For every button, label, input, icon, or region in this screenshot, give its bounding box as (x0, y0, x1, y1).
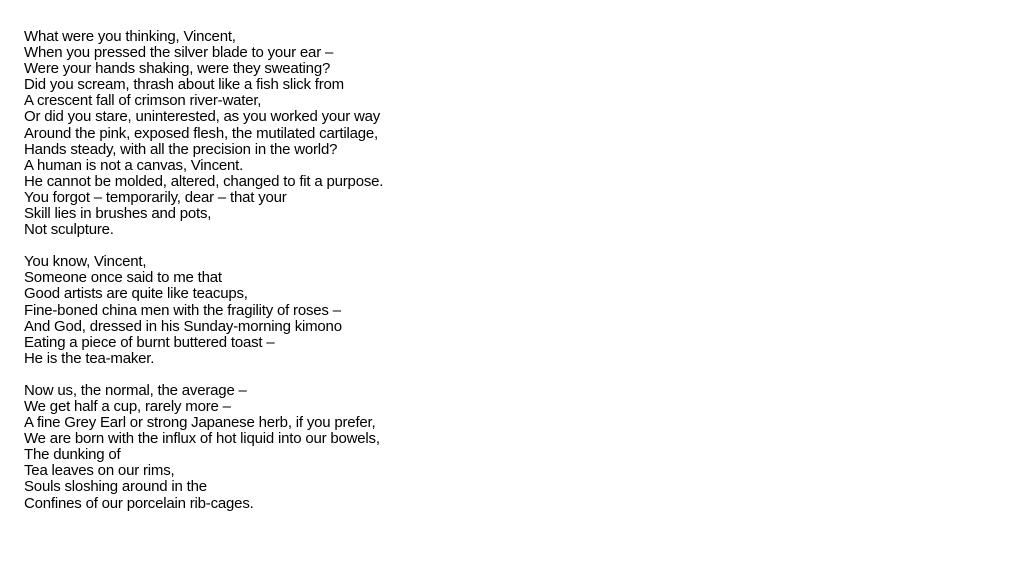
poem-line: You know, Vincent, (24, 253, 147, 271)
poem-line: Skill lies in brushes and pots, (24, 205, 212, 223)
poem-line: He cannot be molded, altered, changed to fit a purpose. (24, 172, 384, 190)
stanza-2 (24, 254, 724, 367)
poem-line: Fine-boned china men with the fragility of roses – (24, 301, 341, 319)
poem-line: The dunking of (24, 446, 121, 464)
poem-line: What were you thinking, Vincent, (24, 28, 236, 45)
poem-line: Eating a piece of burnt buttered toast – (24, 333, 275, 351)
poem-line: Or did you stare, uninterested, as you worked your way (24, 108, 381, 126)
poem-line: Good artists are quite like teacups, (24, 285, 248, 303)
poem-line: A crescent fall of crimson river-water, (24, 92, 262, 110)
poem-line: We get half a cup, rarely more – (24, 397, 231, 415)
poem-line: Were your hands shaking, were they sweating? (24, 60, 331, 78)
poem-line: Confines of our porcelain rib-cages. (24, 494, 254, 512)
poem-line: Someone once said to me that (24, 269, 222, 287)
poem-line: We are born with the influx of hot liquid into our bowels, (24, 430, 380, 448)
poem-line: A human is not a canvas, Vincent. (24, 156, 244, 174)
poem-line: When you pressed the silver blade to your ear – (24, 44, 334, 62)
poem-line: A fine Grey Earl or strong Japanese herb, if you prefer, (24, 414, 376, 432)
poem-line: Did you scream, thrash about like a fish slick from (24, 76, 344, 94)
poem-line: You forgot – temporarily, dear – that your (24, 188, 287, 206)
poem-line: Tea leaves on our rims, (24, 462, 175, 480)
poem-line: Around the pink, exposed flesh, the mutilated cartilage, (24, 124, 379, 142)
poem-line: He is the tea-maker. (24, 349, 155, 367)
poem-line: Not sculpture. (24, 221, 114, 239)
poem-line: Souls sloshing around in the (24, 478, 207, 496)
stanza-1 (24, 29, 724, 238)
poem-text (24, 29, 724, 528)
poem-line: And God, dressed in his Sunday-morning kimono (24, 317, 342, 335)
stanza-3 (24, 383, 724, 512)
poem-line: Hands steady, with all the precision in the world? (24, 140, 338, 158)
poem-line: Now us, the normal, the average – (24, 381, 247, 399)
